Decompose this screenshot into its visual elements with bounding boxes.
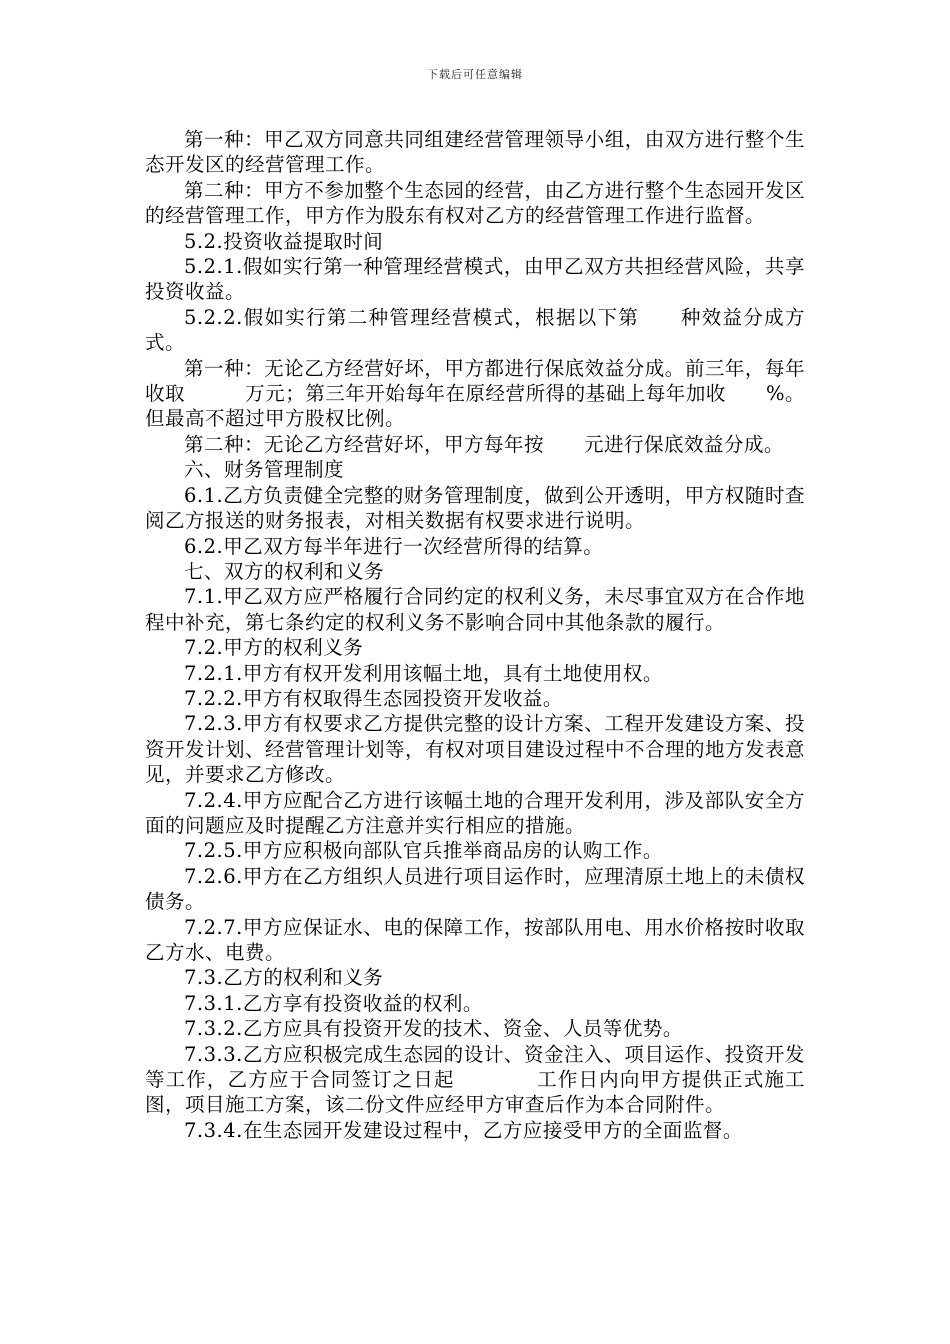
- paragraph: 5.2.2.假如实行第二种管理经营模式，根据以下第 种效益分成方式。: [145, 305, 805, 355]
- paragraph: 5.2.1.假如实行第一种管理经营模式，由甲乙双方共担经营风险，共享投资收益。: [145, 255, 805, 304]
- paragraph: 6.1.乙方负责健全完整的财务管理制度，做到公开透明，甲方权随时查阅乙方报送的财务报表，对相关数据有权要求进行说明。: [145, 483, 805, 533]
- paragraph: 7.2.4.甲方应配合乙方进行该幅土地的合理开发利用，涉及部队安全方面的问题应及时提醒乙方注意并实行相应的措施。: [145, 788, 805, 837]
- section-heading: 7.2.甲方的权利义务: [184, 636, 364, 660]
- section-heading: 5.2.投资收益提取时间: [184, 229, 384, 253]
- paragraph: 7.2.3.甲方有权要求乙方提供完整的设计方案、工程开发建设方案、投资开发计划、经营管理计划等，有权对项目建设过程中不合理的地方发表意见，并要求乙方修改。: [145, 712, 806, 787]
- paragraph: 7.2.5.甲方应积极向部队官兵推举商品房的认购工作。: [184, 839, 663, 863]
- page-header-note: 下载后可任意编辑: [427, 68, 523, 81]
- paragraph: 7.2.7.甲方应保证水、电的保障工作，按部队用电、用水价格按时收取乙方水、电费。: [145, 915, 805, 964]
- paragraph: 第二种：无论乙方经营好坏，甲方每年按 元进行保底效益分成。: [184, 432, 785, 456]
- section-heading: 7.3.乙方的权利和义务: [184, 966, 384, 990]
- section-heading: 六、财务管理制度: [184, 458, 345, 482]
- paragraph: 6.2.甲乙双方每半年进行一次经营所得的结算。: [184, 534, 604, 558]
- paragraph: 7.2.6.甲方在乙方组织人员进行项目运作时，应理清原土地上的未债权债务。: [145, 864, 805, 914]
- paragraph: 第二种：甲方不参加整个生态园的经营，由乙方进行整个生态园开发区的经营管理工作，甲方作为股东有权对乙方的经营管理工作进行监督。: [145, 178, 805, 228]
- paragraph: 第一种：无论乙方经营好坏，甲方都进行保底效益分成。前三年，每年收取 万元；第三年开始每年在原经营所得的基础上每年加收 %。但最高不超过甲方股权比例。: [145, 356, 805, 431]
- paragraph: 7.3.3.乙方应积极完成生态园的设计、资金注入、项目运作、投资开发等工作，乙方应于合同签订之日起 工作日内向甲方提供正式施工图，项目施工方案，该二份文件应经甲方审查后作为本合同附件。: [145, 1042, 805, 1117]
- paragraph: 7.1.甲乙双方应严格履行合同约定的权利义务，未尽事宜双方在合作地程中补充，第七条约定的权利义务不影响合同中其他条款的履行。: [145, 585, 805, 634]
- paragraph: 7.3.2.乙方应具有投资开发的技术、资金、人员等优势。: [184, 1017, 683, 1041]
- paragraph: 7.2.1.甲方有权开发利用该幅土地，具有土地使用权。: [184, 661, 663, 685]
- section-heading: 七、双方的权利和义务: [184, 559, 385, 583]
- paragraph: 7.3.4.在生态园开发建设过程中，乙方应接受甲方的全面监督。: [184, 1118, 743, 1142]
- document-body: [145, 127, 805, 1143]
- paragraph: 7.3.1.乙方享有投资收益的权利。: [184, 991, 483, 1015]
- paragraph: 第一种：甲乙双方同意共同组建经营管理领导小组，由双方进行整个生态开发区的经营管理工作。: [145, 128, 805, 177]
- paragraph: 7.2.2.甲方有权取得生态园投资开发收益。: [184, 686, 563, 710]
